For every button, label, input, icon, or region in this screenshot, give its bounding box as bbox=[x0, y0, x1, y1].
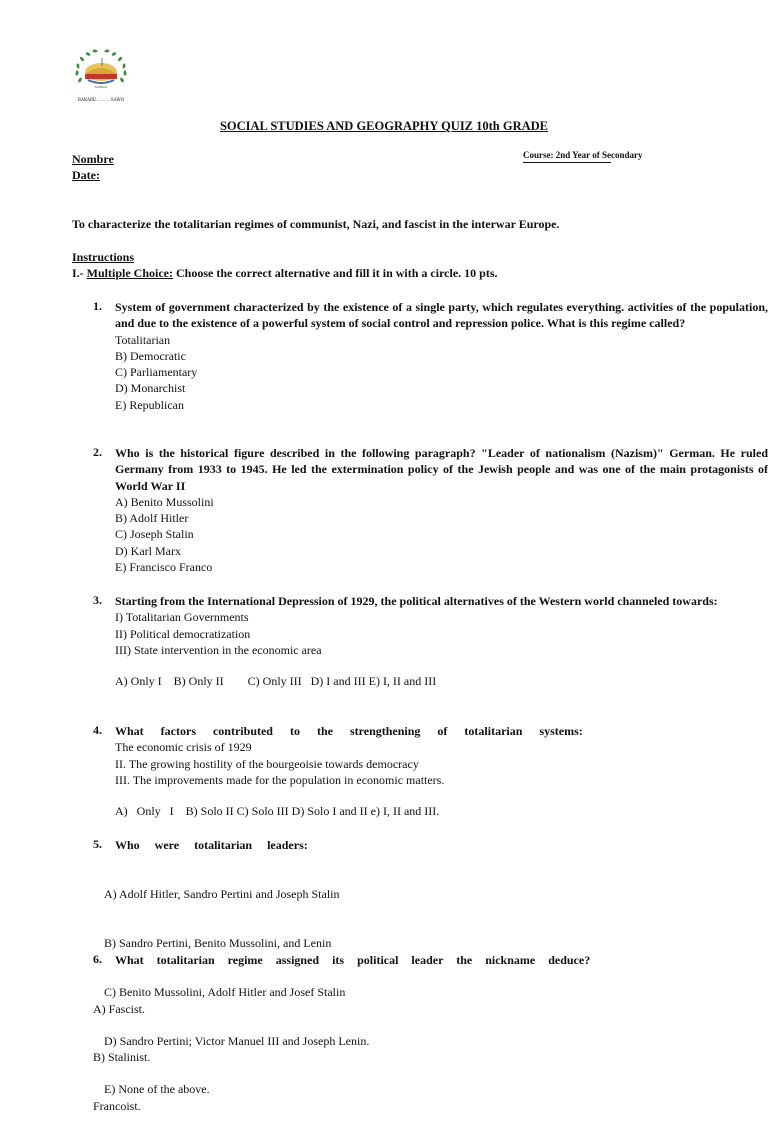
options-list bbox=[104, 853, 768, 1130]
question-4 bbox=[93, 723, 768, 819]
option-b[interactable]: B) Democratic bbox=[115, 348, 186, 363]
option-c[interactable]: C) Joseph Stalin bbox=[115, 527, 194, 542]
name-label: Nombre bbox=[72, 152, 114, 166]
question-text: What factors contributed to the strengthening of totalitarian systems: bbox=[115, 724, 583, 738]
quiz-title: SOCIAL STUDIES AND GEOGRAPHY QUIZ 10th GRADE bbox=[219, 119, 549, 133]
statement-3: III. The improvements made for the population in economic matters. bbox=[115, 772, 445, 787]
question-1 bbox=[93, 299, 768, 413]
question-text: Who were totalitarian leaders: bbox=[115, 838, 308, 852]
question-2 bbox=[93, 445, 768, 575]
statement-2: II) Political democratization bbox=[115, 626, 251, 641]
page-title bbox=[0, 119, 768, 134]
option-a[interactable]: A) Benito Mussolini bbox=[115, 494, 214, 509]
question-number: 3. bbox=[93, 593, 102, 607]
svg-text:SCHOOL: SCHOOL bbox=[94, 85, 108, 89]
option-d[interactable]: D) Sandro Pertini; Victor Manuel III and Joseph Lenin. bbox=[104, 1033, 370, 1048]
option-c[interactable]: C) Parliamentary bbox=[115, 365, 198, 380]
question-6-options bbox=[93, 968, 150, 1131]
option-d[interactable]: D) Karl Marx bbox=[115, 543, 181, 558]
school-logo bbox=[68, 44, 134, 106]
options-list bbox=[115, 494, 768, 575]
statement-2: II. The growing hostility of the bourgeoisie towards democracy bbox=[115, 756, 419, 771]
statement-1: I) Totalitarian Governments bbox=[115, 610, 249, 625]
statements-list bbox=[115, 609, 750, 658]
option-a[interactable]: A) Adolf Hitler, Sandro Pertini and Joseph Stalin bbox=[104, 886, 340, 901]
course-label: Course: 2nd Year of Secondary bbox=[523, 150, 611, 163]
option-b[interactable]: B) Stalinist. bbox=[93, 1050, 151, 1065]
section-name: Multiple Choice: bbox=[86, 266, 173, 280]
option-c[interactable]: C) Benito Mussolini, Adolf Hitler and Josef Stalin bbox=[104, 984, 346, 999]
option-b[interactable]: B) Sandro Pertini, Benito Mussolini, and Lenin bbox=[104, 935, 332, 950]
question-number: 2. bbox=[93, 445, 102, 459]
question-5 bbox=[93, 837, 768, 1130]
option-c[interactable]: Francoist. bbox=[93, 1099, 141, 1114]
statement-3: III) State intervention in the economic area bbox=[115, 642, 322, 657]
options-list bbox=[115, 332, 768, 413]
question-text: Who is the historical figure described in the following paragraph? "Leader of nationalism (Nazism)" German. He ruled Germany from 1933 to 1945. He led the extermination policy of the Jewish people and was one of the main protagonists of World War II bbox=[115, 446, 768, 493]
option-d[interactable]: D) Monarchist bbox=[115, 381, 186, 396]
section-text: Choose the correct alternative and fill it in with a circle. 10 pts. bbox=[176, 266, 498, 280]
question-number: 4. bbox=[93, 723, 102, 737]
answer-choices[interactable]: A) Only I B) Only II C) Only III D) I and III E) I, II and III bbox=[115, 674, 437, 689]
question-number: 6. bbox=[93, 952, 102, 966]
question-text: Starting from the International Depression of 1929, the political alternatives of the Western world channeled towards: bbox=[115, 594, 718, 608]
svg-text:BAKARE... ... ...SAWO: BAKARE... ... ...SAWO bbox=[77, 97, 125, 102]
question-text: What totalitarian regime assigned its political leader the nickname deduce? bbox=[115, 953, 591, 967]
question-text: System of government characterized by the existence of a single party, which regulates everything. activities of the population, and due to the existence of a powerful system of social control and repression police. What is this regime called? bbox=[115, 300, 768, 331]
section-heading bbox=[72, 266, 498, 281]
option-e[interactable]: E) None of the above. bbox=[104, 1082, 210, 1097]
question-6 bbox=[93, 952, 768, 968]
statement-1: The economic crisis of 1929 bbox=[115, 740, 252, 755]
option-a[interactable]: Totalitarian bbox=[115, 332, 171, 347]
instructions-label: Instructions bbox=[72, 250, 135, 264]
statements-list bbox=[115, 739, 768, 788]
question-3 bbox=[93, 593, 750, 689]
question-number: 1. bbox=[93, 299, 102, 313]
answer-choices[interactable]: A) Only I B) Solo II C) Solo III D) Solo I and II e) I, II and III. bbox=[115, 804, 440, 819]
option-e[interactable]: E) Republican bbox=[115, 397, 184, 412]
date-label: Date: bbox=[72, 168, 100, 182]
section-prefix: I.- bbox=[72, 266, 84, 280]
option-b[interactable]: B) Adolf Hitler bbox=[115, 511, 189, 526]
objective-text: To characterize the totalitarian regimes of communist, Nazi, and fascist in the interwar Europe. bbox=[72, 217, 560, 231]
option-a[interactable]: A) Fascist. bbox=[93, 1001, 145, 1016]
option-e[interactable]: E) Francisco Franco bbox=[115, 560, 213, 575]
question-number: 5. bbox=[93, 837, 102, 851]
